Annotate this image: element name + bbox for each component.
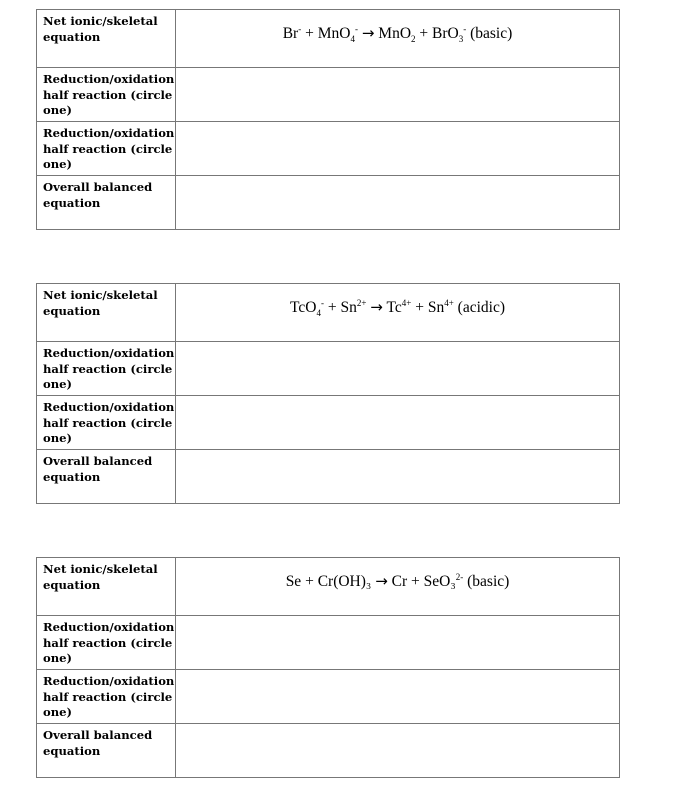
overall-label: Overall balanced equation (37, 724, 176, 778)
overall-label: Overall balanced equation (37, 450, 176, 504)
answer-cell[interactable] (176, 176, 620, 230)
half-reaction-label: Reduction/oxidation half reaction (circle one) (37, 342, 176, 396)
half-reaction-label: Reduction/oxidation half reaction (circle one) (37, 670, 176, 724)
arrow-icon: → (375, 572, 388, 590)
answer-cell[interactable] (176, 450, 620, 504)
equation: Se + Cr(OH)₃ → Cr + SeO₃$^{2-}$ (basic) (285, 571, 510, 590)
net-ionic-label: Net ionic/skeletal equation (37, 284, 176, 342)
answer-cell[interactable] (176, 616, 620, 670)
half-reaction-label: Reduction/oxidation half reaction (circle one) (37, 68, 176, 122)
equation-cell (176, 558, 620, 616)
equation: $TcO_4^- + Sn^{2+} \to Tc^{4+} + Sn^{4+}$ (acidic) (290, 297, 505, 319)
answer-cell[interactable] (176, 670, 620, 724)
half-reaction-label: Reduction/oxidation half reaction (circle one) (37, 616, 176, 670)
problem-1-table (36, 9, 620, 230)
answer-cell[interactable] (176, 342, 620, 396)
arrow-icon: → (370, 298, 383, 316)
equation-cell (176, 10, 620, 68)
half-reaction-label: Reduction/oxidation half reaction (circle one) (37, 396, 176, 450)
half-reaction-label: Reduction/oxidation half reaction (circle one) (37, 122, 176, 176)
equation: Br- + MnO$_4$- → MnO$_2$ + BrO$_3$- (basic) (282, 23, 513, 45)
answer-cell[interactable] (176, 396, 620, 450)
answer-cell[interactable] (176, 724, 620, 778)
arrow-icon: → (361, 24, 375, 42)
answer-cell[interactable] (176, 68, 620, 122)
answer-cell[interactable] (176, 122, 620, 176)
equation-cell (176, 284, 620, 342)
problem-2-table (36, 283, 620, 504)
overall-label: Overall balanced equation (37, 176, 176, 230)
net-ionic-label: Net ionic/skeletal equation (37, 558, 176, 616)
net-ionic-label: Net ionic/skeletal equation (37, 10, 176, 68)
problem-3-table (36, 557, 620, 778)
